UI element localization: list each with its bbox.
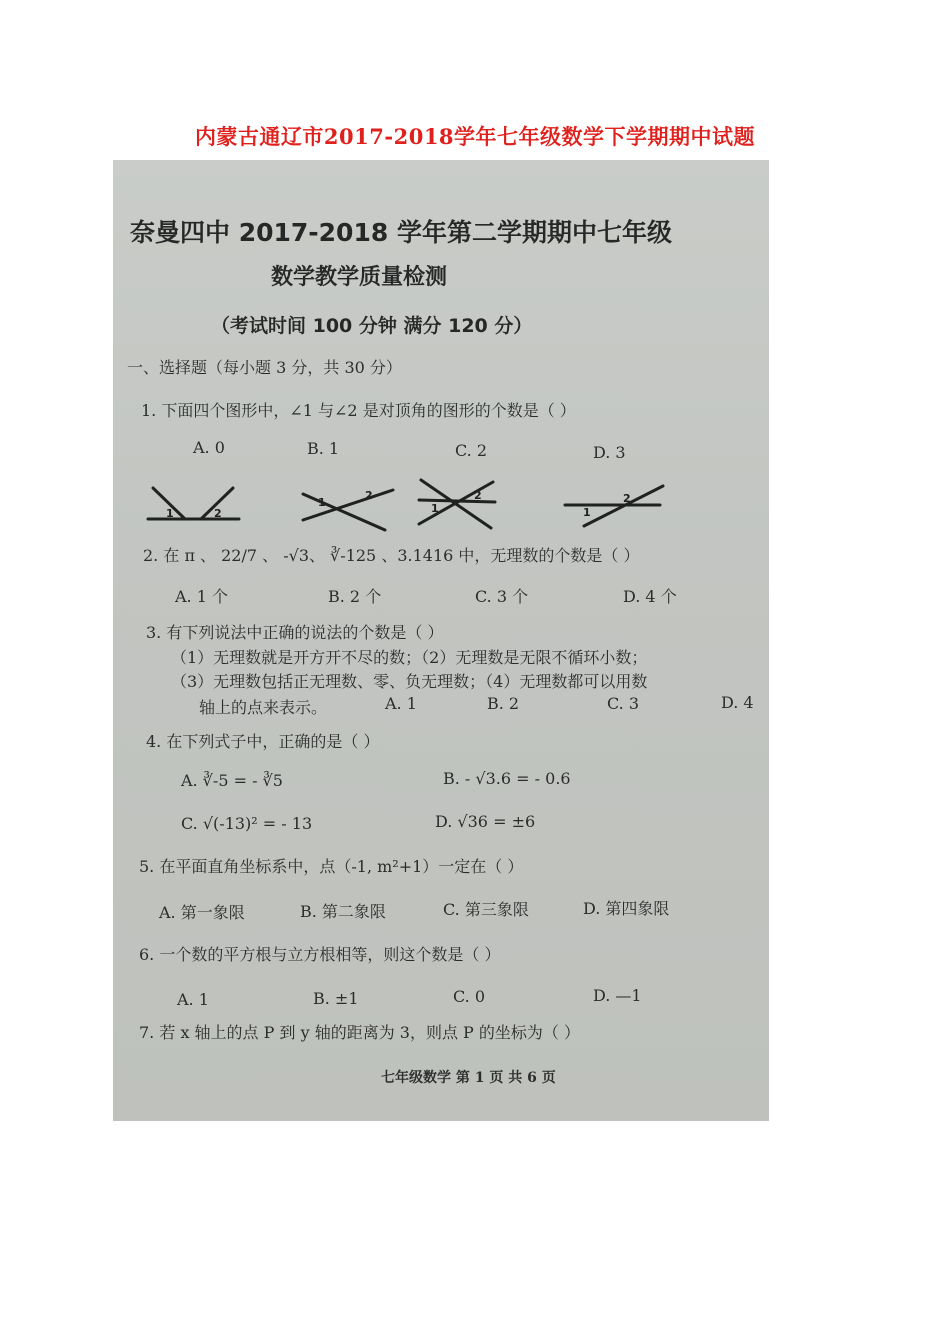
question-2-stem: 2. 在 π 、 22/7 、 -√3、 ∛-125 、3.1416 中，无理数的个数是（ ）: [143, 546, 640, 565]
question-4-option-b: B. - √3.6 = - 0.6: [443, 769, 571, 788]
question-5-option-b: B. 第二象限: [300, 902, 386, 921]
question-3-option-b: B. 2: [487, 694, 520, 713]
scanned-exam-page: [113, 160, 769, 1121]
question-3-option-c: C. 3: [607, 694, 640, 713]
question-3-stem: 3. 有下列说法中正确的说法的个数是（ ）: [146, 623, 444, 642]
question-5-option-c: C. 第三象限: [443, 900, 529, 919]
angle-2-label: 2: [214, 507, 222, 520]
question-3-line-2: （3）无理数包括正无理数、零、负无理数；（4）无理数都可以用数: [171, 672, 648, 691]
question-3-line-3: 轴上的点来表示。: [199, 698, 328, 717]
question-6-option-b: B. ±1: [313, 989, 359, 1008]
angle-2-label: 2: [623, 492, 631, 505]
question-4-option-c: C. √(-13)² = - 13: [181, 814, 313, 833]
question-2-option-a: A. 1 个: [175, 587, 228, 606]
question-4-option-a: A. ∛-5 = - ∛5: [181, 771, 283, 790]
question-7-stem: 7. 若 x 轴上的点 P 到 y 轴的距离为 3，则点 P 的坐标为（ ）: [139, 1023, 580, 1042]
question-5-stem: 5. 在平面直角坐标系中，点（-1, m²+1）一定在（ ）: [139, 857, 524, 876]
exam-title: 奈曼四中 2017-2018 学年第二学期期中七年级: [130, 218, 672, 247]
page-footer: 七年级数学 第 1 页 共 6 页: [381, 1070, 556, 1086]
exam-time-score: （考试时间 100 分钟 满分 120 分）: [211, 315, 533, 337]
angle-1-label: 1: [166, 507, 174, 520]
figure-d: [565, 486, 663, 526]
section-heading: 一、选择题（每小题 3 分，共 30 分）: [127, 358, 402, 377]
figure-a: [148, 488, 239, 520]
question-1-option-d: D. 3: [593, 443, 626, 462]
angle-2-label: 2: [365, 489, 373, 502]
question-2-option-d: D. 4 个: [623, 587, 677, 606]
question-3-line-1: （1）无理数就是开方开不尽的数；（2）无理数是无限不循环小数；: [171, 648, 648, 667]
exam-subtitle: 数学教学质量检测: [271, 265, 448, 290]
question-5-option-d: D. 第四象限: [583, 899, 670, 918]
question-1-option-b: B. 1: [307, 439, 340, 458]
question-1-stem: 1. 下面四个图形中，∠1 与∠2 是对顶角的图形的个数是（ ）: [141, 401, 576, 420]
question-3-option-d: D. 4: [721, 693, 754, 712]
angle-figures: [113, 472, 769, 542]
question-6-option-a: A. 1: [177, 990, 209, 1009]
angle-1-label: 1: [583, 506, 591, 519]
question-6-option-d: D. —1: [593, 986, 642, 1005]
question-2-option-b: B. 2 个: [328, 587, 382, 606]
figure-b: [303, 489, 393, 530]
document-title: 内蒙古通辽市2017-2018学年七年级数学下学期期中试题: [194, 124, 756, 149]
angle-1-label: 1: [318, 496, 326, 509]
angle-2-label: 2: [474, 489, 482, 502]
angle-1-label: 1: [431, 502, 439, 515]
question-4-stem: 4. 在下列式子中，正确的是（ ）: [146, 732, 380, 751]
question-6-stem: 6. 一个数的平方根与立方根相等，则这个数是（ ）: [139, 945, 501, 964]
question-3-option-a: A. 1: [385, 694, 417, 713]
question-6-option-c: C. 0: [453, 987, 486, 1006]
question-1-option-c: C. 2: [455, 441, 488, 460]
question-4-option-d: D. √36 = ±6: [435, 812, 536, 831]
question-5-option-a: A. 第一象限: [159, 903, 245, 922]
question-2-option-c: C. 3 个: [475, 587, 529, 606]
question-1-option-a: A. 0: [193, 438, 225, 457]
figure-c: [419, 480, 495, 528]
